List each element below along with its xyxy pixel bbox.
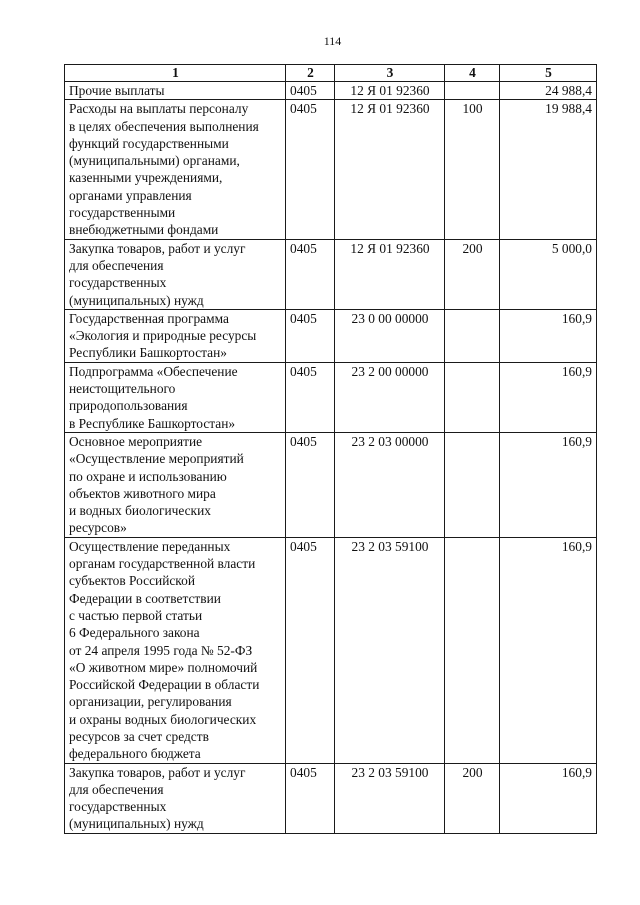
header-cell-1: 1 bbox=[65, 65, 286, 82]
row-section: 0405 bbox=[286, 239, 335, 309]
row-section: 0405 bbox=[286, 309, 335, 362]
header-cell-3: 3 bbox=[335, 65, 445, 82]
table-row bbox=[65, 100, 597, 239]
budget-table bbox=[64, 64, 597, 834]
row-name: Закупка товаров, работ и услуг для обеспечения государственных (муниципальных) нужд bbox=[65, 763, 286, 833]
row-type bbox=[445, 362, 500, 432]
row-section: 0405 bbox=[286, 82, 335, 100]
row-section: 0405 bbox=[286, 100, 335, 239]
table-row bbox=[65, 82, 597, 100]
header-cell-5: 5 bbox=[500, 65, 597, 82]
row-section: 0405 bbox=[286, 537, 335, 763]
row-amount: 160,9 bbox=[500, 432, 597, 537]
row-type: 100 bbox=[445, 100, 500, 239]
row-name: Закупка товаров, работ и услуг для обеспечения государственных (муниципальных) нужд bbox=[65, 239, 286, 309]
row-type: 200 bbox=[445, 239, 500, 309]
row-code: 12 Я 01 92360 bbox=[335, 239, 445, 309]
row-code: 23 2 03 59100 bbox=[335, 763, 445, 833]
row-type: 200 bbox=[445, 763, 500, 833]
table-row bbox=[65, 362, 597, 432]
table-row bbox=[65, 763, 597, 833]
header-row bbox=[65, 65, 597, 82]
row-name: Государственная программа «Экология и природные ресурсы Республики Башкортостан» bbox=[65, 309, 286, 362]
row-section: 0405 bbox=[286, 362, 335, 432]
row-code: 12 Я 01 92360 bbox=[335, 82, 445, 100]
row-name: Прочие выплаты bbox=[65, 82, 286, 100]
row-type bbox=[445, 309, 500, 362]
row-type bbox=[445, 82, 500, 100]
table-row bbox=[65, 239, 597, 309]
row-name: Расходы на выплаты персоналу в целях обеспечения выполнения функций государственными (муниципальными) органами, казенными учреждениями, органами управления государственными внебюджетными фондами bbox=[65, 100, 286, 239]
table-row bbox=[65, 309, 597, 362]
page-number: 114 bbox=[323, 34, 342, 48]
row-amount: 24 988,4 bbox=[500, 82, 597, 100]
table-row bbox=[65, 432, 597, 537]
header-cell-2: 2 bbox=[286, 65, 335, 82]
row-amount: 160,9 bbox=[500, 362, 597, 432]
row-code: 12 Я 01 92360 bbox=[335, 100, 445, 239]
row-type bbox=[445, 537, 500, 763]
row-name: Подпрограмма «Обеспечение неистощительного природопользования в Республике Башкортостан» bbox=[65, 362, 286, 432]
row-amount: 160,9 bbox=[500, 763, 597, 833]
row-amount: 19 988,4 bbox=[500, 100, 597, 239]
row-amount: 160,9 bbox=[500, 309, 597, 362]
header-cell-4: 4 bbox=[445, 65, 500, 82]
row-name: Основное мероприятие «Осуществление мероприятий по охране и использованию объектов животного мира и водных биологических ресурсов» bbox=[65, 432, 286, 537]
row-code: 23 2 03 59100 bbox=[335, 537, 445, 763]
row-section: 0405 bbox=[286, 432, 335, 537]
row-code: 23 0 00 00000 bbox=[335, 309, 445, 362]
row-code: 23 2 03 00000 bbox=[335, 432, 445, 537]
row-type bbox=[445, 432, 500, 537]
row-section: 0405 bbox=[286, 763, 335, 833]
row-amount: 5 000,0 bbox=[500, 239, 597, 309]
row-code: 23 2 00 00000 bbox=[335, 362, 445, 432]
row-name: Осуществление переданных органам государственной власти субъектов Российской Федерации в соответствии с частью первой статьи 6 Федерального закона от 24 апреля 1995 года № 52-ФЗ «О животном мире» полномочий Российской Федерации в области организации, регулирования и охраны водных биологических ресурсов за счет средств федерального бюджета bbox=[65, 537, 286, 763]
row-amount: 160,9 bbox=[500, 537, 597, 763]
table-row bbox=[65, 537, 597, 763]
